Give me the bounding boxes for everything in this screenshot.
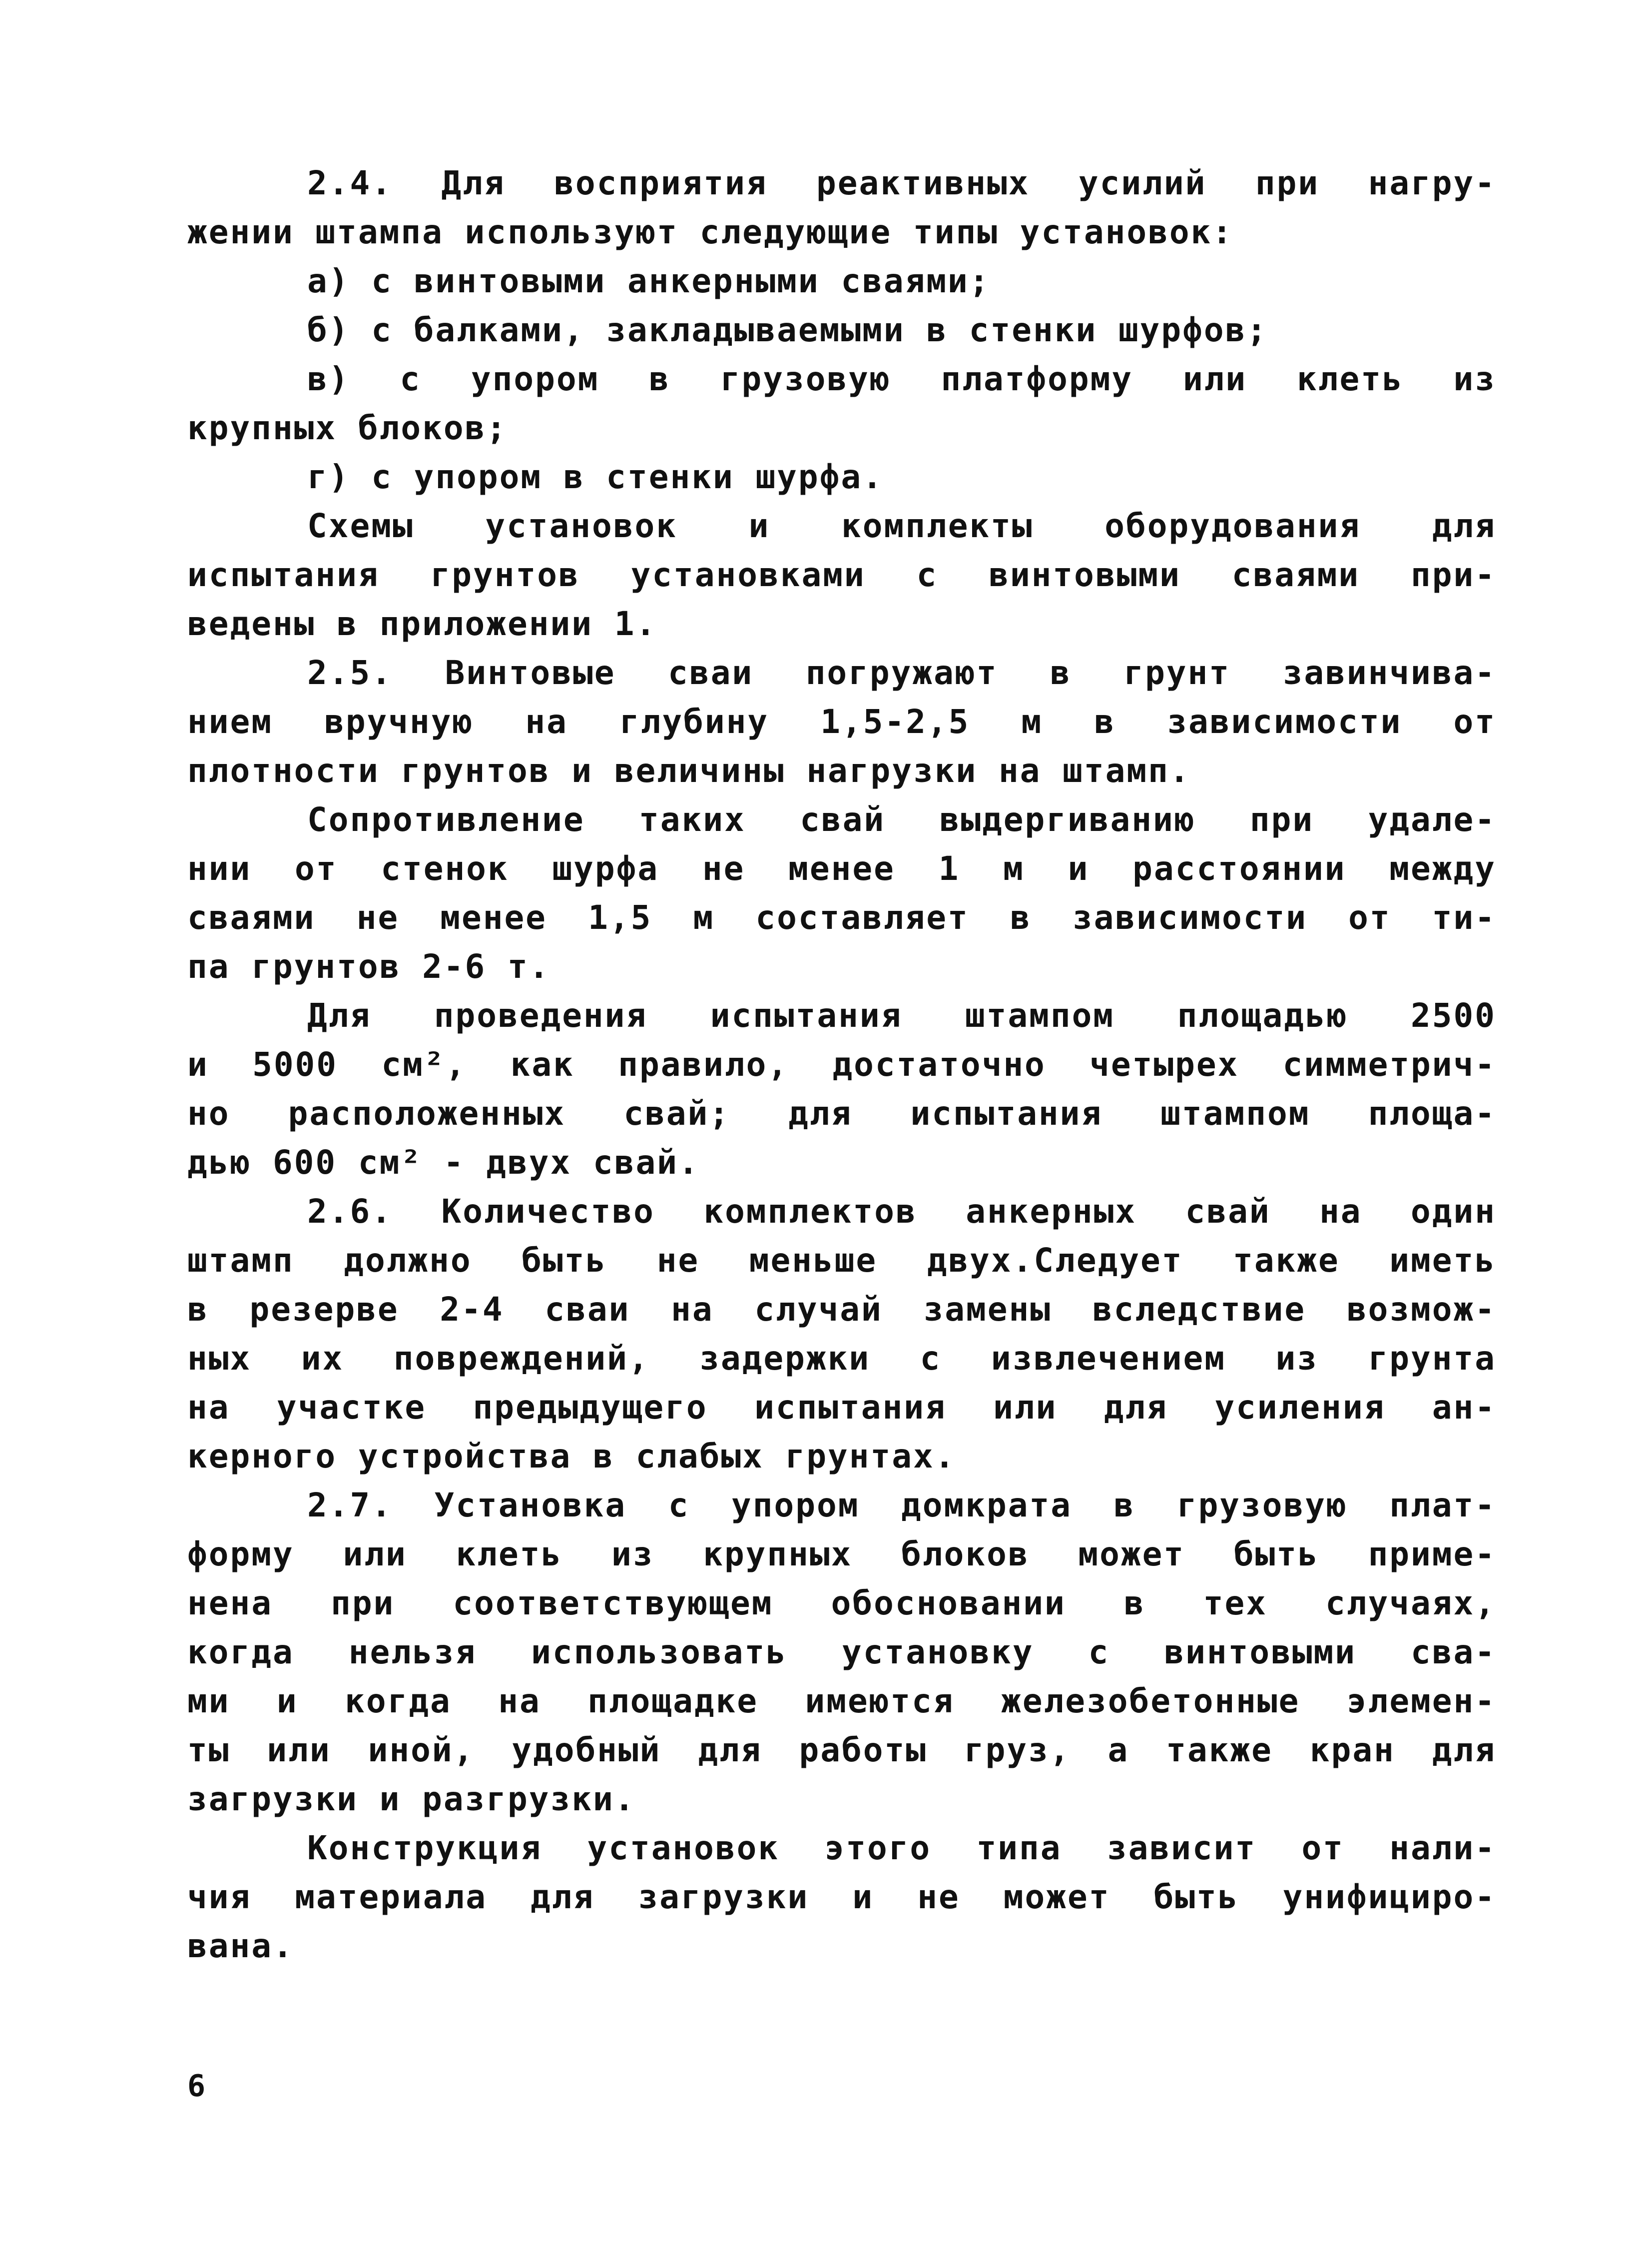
text-line: керного устройства в слабых грунтах. bbox=[187, 1437, 956, 1476]
text-line: в) с упором в грузовую платформу или клеть из bbox=[307, 360, 1496, 398]
text-line: 2.4. Для восприятия реактивных усилий при нагру- bbox=[307, 164, 1496, 202]
text-line: Сопротивление таких свай выдергиванию при удале- bbox=[307, 800, 1496, 839]
text-line: Конструкция установок этого типа зависит от нали- bbox=[307, 1829, 1496, 1867]
text-line: ных их повреждений, задержки с извлечением из грунта bbox=[187, 1339, 1496, 1378]
text-line: а) с винтовыми анкерными сваями; bbox=[307, 262, 991, 300]
text-line: крупных блоков; bbox=[187, 409, 508, 447]
text-line: нием вручную на глубину 1,5-2,5 м в зависимости от bbox=[187, 703, 1496, 741]
text-line: на участке предыдущего испытания или для усиления ан- bbox=[187, 1388, 1496, 1427]
page-number: 6 bbox=[187, 2069, 206, 2104]
text-line: ми и когда на площадке имеются железобетонные элемен- bbox=[187, 1682, 1496, 1720]
body-text bbox=[187, 159, 1496, 1971]
text-line: штамп должно быть не меньше двух.Следует также иметь bbox=[187, 1241, 1496, 1280]
text-line: б) с балками, закладываемыми в стенки шурфов; bbox=[307, 311, 1268, 349]
text-line: нена при соответствующем обосновании в тех случаях, bbox=[187, 1584, 1496, 1622]
text-line: сваями не менее 1,5 м составляет в зависимости от ти- bbox=[187, 898, 1496, 937]
text-line: испытания грунтов установками с винтовыми сваями при- bbox=[187, 556, 1496, 594]
text-line: жении штампа используют следующие типы установок: bbox=[187, 213, 1234, 251]
text-line: но расположенных свай; для испытания штампом площа- bbox=[187, 1094, 1496, 1133]
text-line: ты или иной, удобный для работы груз, а также кран для bbox=[187, 1731, 1496, 1769]
text-line: 2.6. Количество комплектов анкерных свай на один bbox=[307, 1192, 1496, 1231]
text-line: нии от стенок шурфа не менее 1 м и расстоянии между bbox=[187, 849, 1496, 888]
text-line: чия материала для загрузки и не может быть унифициро- bbox=[187, 1878, 1496, 1916]
text-line: 2.7. Установка с упором домкрата в грузовую плат- bbox=[307, 1486, 1496, 1524]
text-line: ведены в приложении 1. bbox=[187, 605, 657, 643]
text-line: па грунтов 2-6 т. bbox=[187, 947, 551, 986]
text-line: дью 600 см² - двух свай. bbox=[187, 1143, 700, 1182]
text-line: Для проведения испытания штампом площадью 2500 bbox=[307, 996, 1496, 1035]
text-line: плотности грунтов и величины нагрузки на штамп. bbox=[187, 751, 1191, 790]
text-line: в резерве 2-4 сваи на случай замены вследствие возмож- bbox=[187, 1290, 1496, 1329]
text-line: и 5000 см², как правило, достаточно четырех симметрич- bbox=[187, 1045, 1496, 1084]
text-line: 2.5. Винтовые сваи погружают в грунт завинчива- bbox=[307, 654, 1496, 692]
text-line: форму или клеть из крупных блоков может быть приме- bbox=[187, 1535, 1496, 1573]
text-line: вана. bbox=[187, 1927, 294, 1965]
text-line: Схемы установок и комплекты оборудования для bbox=[307, 507, 1496, 545]
text-line: г) с упором в стенки шурфа. bbox=[307, 458, 884, 496]
text-line: загрузки и разгрузки. bbox=[187, 1780, 636, 1818]
text-line: когда нельзя использовать установку с винтовыми сва- bbox=[187, 1633, 1496, 1671]
